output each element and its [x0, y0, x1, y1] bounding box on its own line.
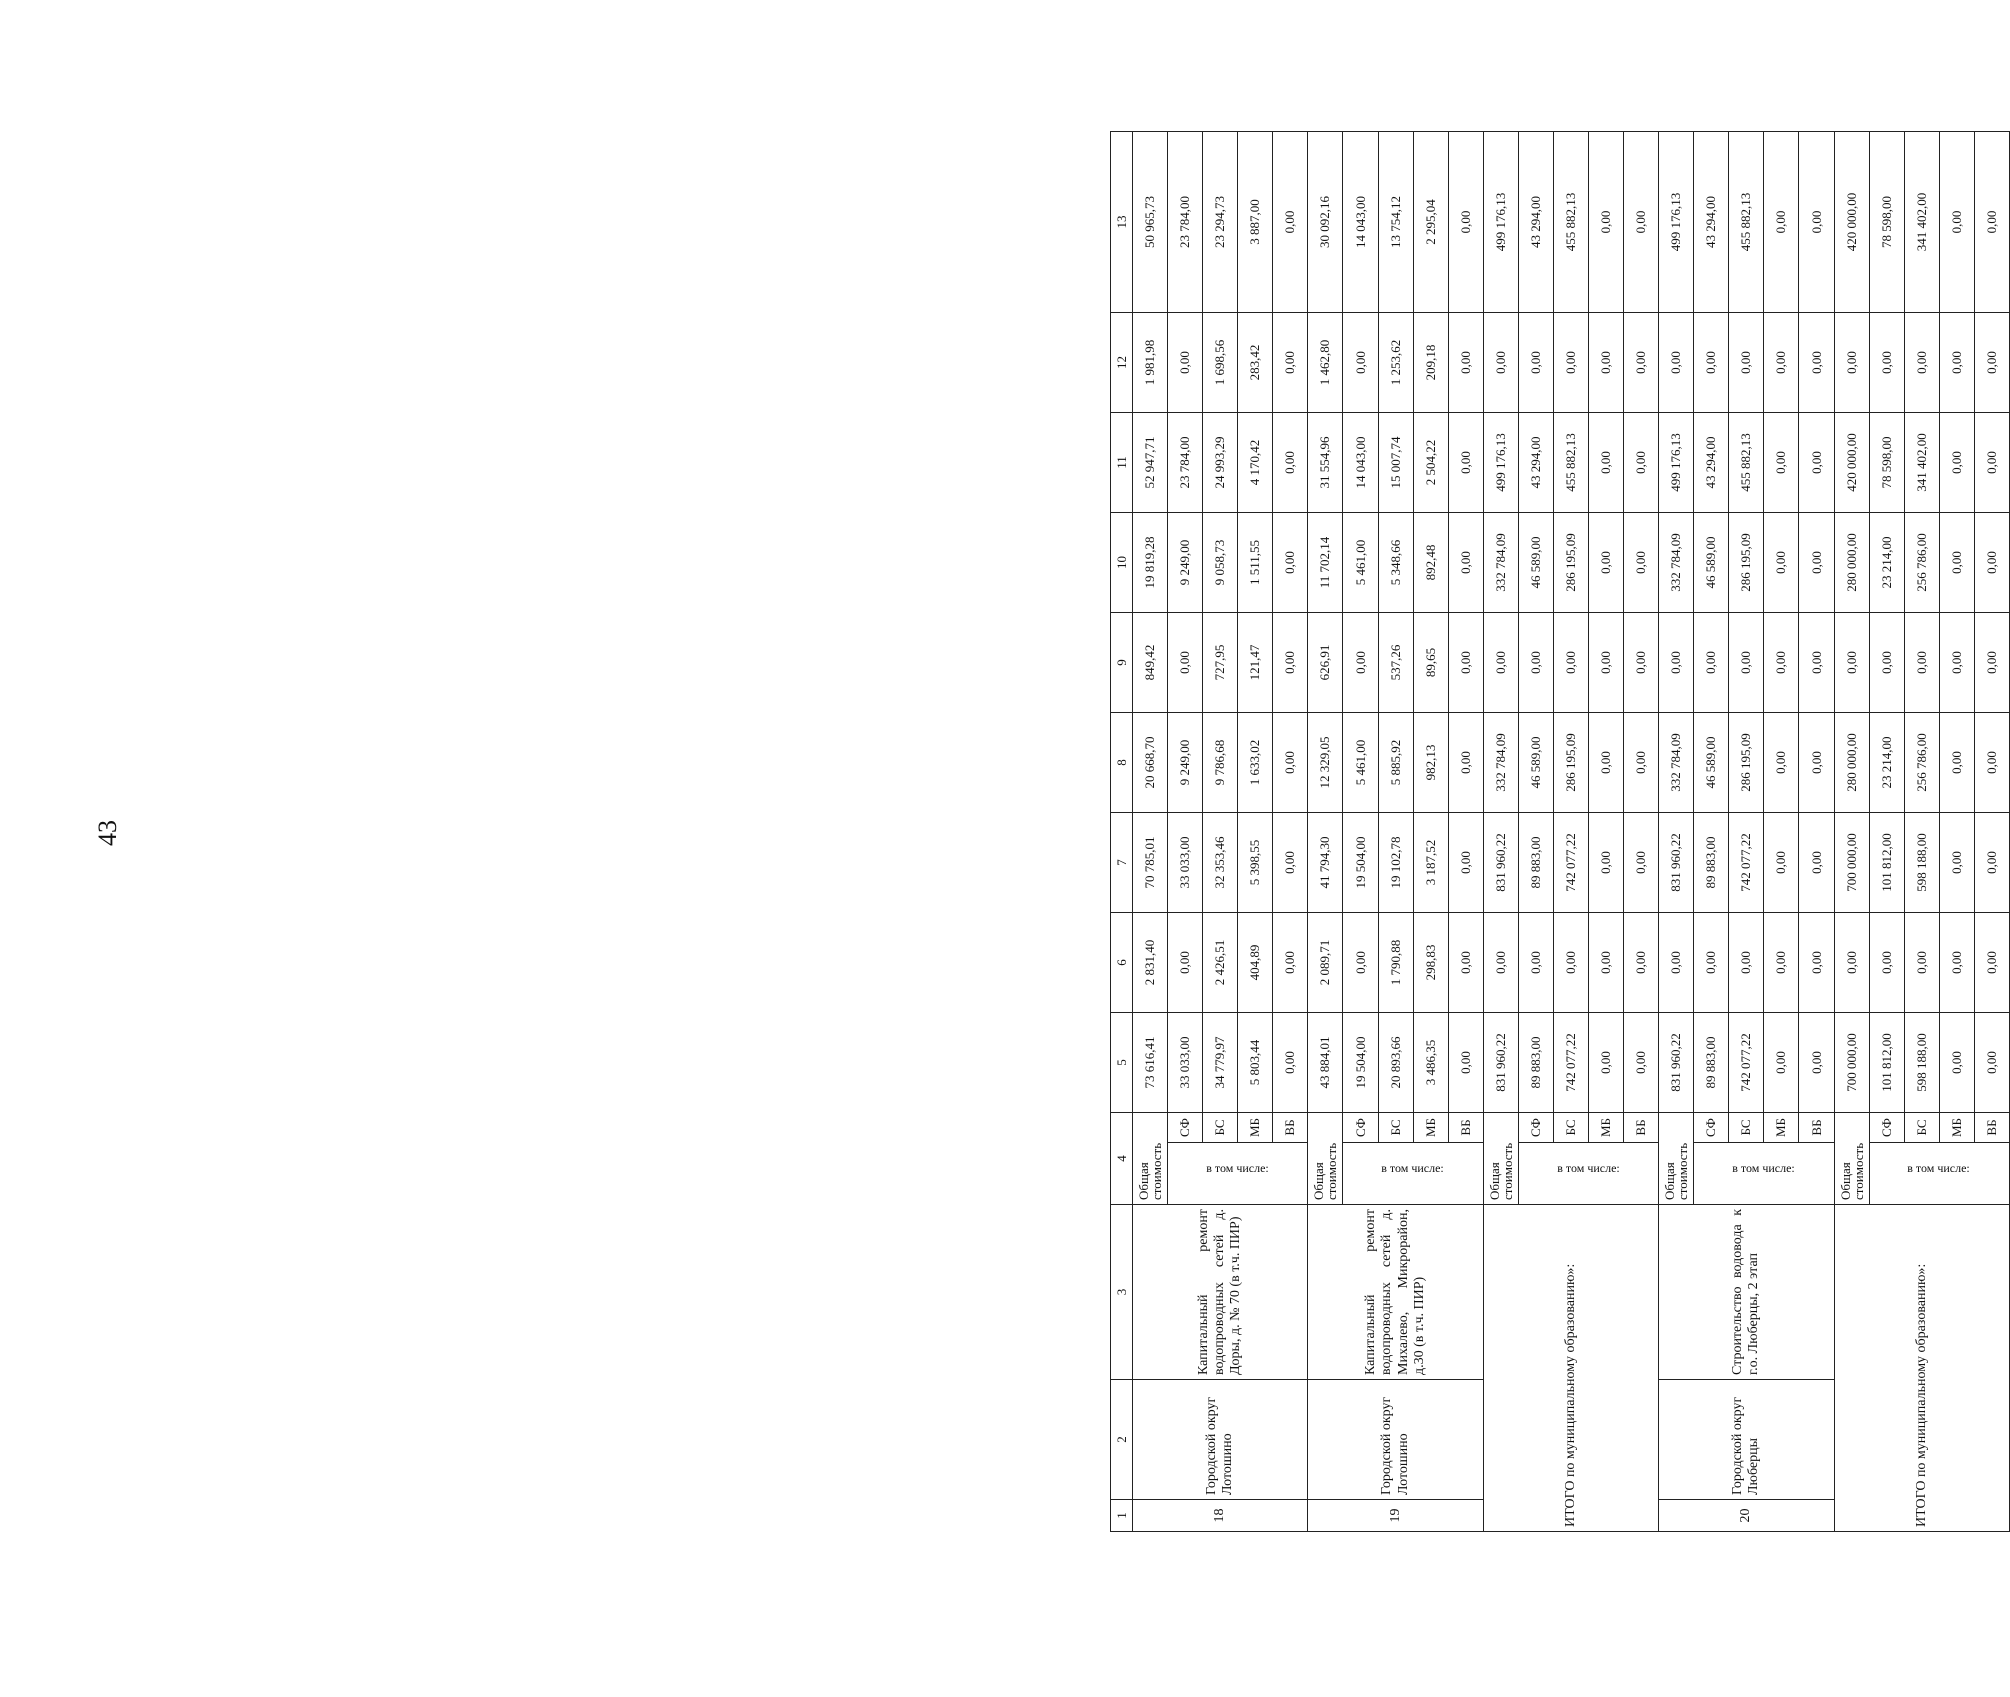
value-cell: 43 294,00	[1518, 413, 1553, 513]
value-cell: 0,00	[1589, 513, 1624, 613]
value-cell: 455 882,13	[1729, 413, 1764, 513]
value-cell: 0,00	[1448, 1013, 1483, 1113]
value-cell: 0,00	[1448, 813, 1483, 913]
value-cell: 20 893,66	[1378, 1013, 1413, 1113]
column-header: 13	[1111, 132, 1133, 313]
group-total-row	[1483, 132, 1518, 1532]
value-cell: 0,00	[1939, 513, 1974, 613]
value-cell: 0,00	[1764, 613, 1799, 713]
value-cell: 0,00	[1799, 913, 1834, 1013]
value-cell: 0,00	[1974, 813, 2009, 913]
funding-source-code: ВБ	[1974, 1113, 2009, 1143]
value-cell: 89 883,00	[1694, 813, 1729, 913]
funding-source-code: МБ	[1764, 1113, 1799, 1143]
value-cell: 332 784,09	[1659, 513, 1694, 613]
value-cell: 0,00	[1624, 313, 1659, 413]
including-label: в том числе:	[1732, 1161, 1795, 1176]
value-cell: 209,18	[1413, 313, 1448, 413]
value-cell: 101 812,00	[1869, 1013, 1904, 1113]
page-number: 43	[93, 820, 122, 846]
funding-source-code: БС	[1729, 1113, 1764, 1143]
value-cell: 0,00	[1799, 313, 1834, 413]
column-header: 7	[1111, 813, 1133, 913]
value-cell: 0,00	[1974, 913, 2009, 1013]
value-cell: 13 754,12	[1378, 132, 1413, 313]
value-cell: 0,00	[1343, 313, 1378, 413]
value-cell: 0,00	[1694, 313, 1729, 413]
value-cell: 2 426,51	[1203, 913, 1238, 1013]
value-cell: 89 883,00	[1694, 1013, 1729, 1113]
value-cell: 0,00	[1939, 613, 1974, 713]
value-cell: 455 882,13	[1553, 413, 1588, 513]
value-cell: 101 812,00	[1869, 813, 1904, 913]
value-cell: 0,00	[1589, 813, 1624, 913]
funding-source-code: МБ	[1413, 1113, 1448, 1143]
value-cell: 0,00	[1589, 1013, 1624, 1113]
value-cell: 742 077,22	[1553, 1013, 1588, 1113]
value-cell: 78 598,00	[1869, 413, 1904, 513]
value-cell: 46 589,00	[1694, 713, 1729, 813]
value-cell: 256 786,00	[1904, 713, 1939, 813]
column-header: 6	[1111, 913, 1133, 1013]
funding-source-code: МБ	[1589, 1113, 1624, 1143]
value-cell: 0,00	[1624, 613, 1659, 713]
group-total-row	[1308, 132, 1343, 1532]
column-header: 12	[1111, 313, 1133, 413]
value-cell: 0,00	[1764, 913, 1799, 1013]
value-cell: 0,00	[1624, 1013, 1659, 1113]
value-cell: 455 882,13	[1729, 132, 1764, 313]
value-cell: 286 195,09	[1553, 713, 1588, 813]
table-header	[1111, 132, 1133, 1532]
value-cell: 0,00	[1939, 1013, 1974, 1113]
value-cell: 9 249,00	[1168, 713, 1203, 813]
value-cell: 286 195,09	[1553, 513, 1588, 613]
value-cell: 700 000,00	[1834, 1013, 1869, 1113]
funding-source-code: МБ	[1939, 1113, 1974, 1143]
total-cost-label: Общая стоимость	[1834, 1113, 1869, 1205]
value-cell: 0,00	[1869, 613, 1904, 713]
value-cell: 332 784,09	[1659, 713, 1694, 813]
value-cell: 982,13	[1413, 713, 1448, 813]
value-cell: 0,00	[1589, 713, 1624, 813]
funding-source-code: БС	[1904, 1113, 1939, 1143]
value-cell: 0,00	[1448, 413, 1483, 513]
value-cell: 0,00	[1764, 413, 1799, 513]
total-cost-label: Общая стоимость	[1659, 1113, 1694, 1205]
value-cell: 33 033,00	[1168, 813, 1203, 913]
value-cell: 0,00	[1589, 913, 1624, 1013]
value-cell: 19 819,28	[1133, 513, 1168, 613]
value-cell: 0,00	[1834, 313, 1869, 413]
finance-table	[1110, 131, 2010, 1532]
value-cell: 598 188,00	[1904, 1013, 1939, 1113]
value-cell: 742 077,22	[1729, 813, 1764, 913]
value-cell: 499 176,13	[1659, 132, 1694, 313]
value-cell: 0,00	[1904, 313, 1939, 413]
value-cell: 0,00	[1659, 913, 1694, 1013]
column-header: 2	[1111, 1380, 1133, 1500]
value-cell: 0,00	[1799, 713, 1834, 813]
value-cell: 499 176,13	[1659, 413, 1694, 513]
value-cell: 0,00	[1483, 913, 1518, 1013]
value-cell: 0,00	[1589, 613, 1624, 713]
value-cell: 43 294,00	[1694, 413, 1729, 513]
value-cell: 3 187,52	[1413, 813, 1448, 913]
value-cell: 0,00	[1448, 913, 1483, 1013]
value-cell: 0,00	[1974, 132, 2009, 313]
including-label-cell	[1168, 1143, 1308, 1205]
value-cell: 0,00	[1624, 713, 1659, 813]
municipality-cell: Городской округ Лотошино	[1308, 1380, 1483, 1500]
value-cell: 0,00	[1974, 413, 2009, 513]
value-cell: 0,00	[1624, 132, 1659, 313]
value-cell: 0,00	[1974, 1013, 2009, 1113]
value-cell: 89,65	[1413, 613, 1448, 713]
funding-source-code: СФ	[1694, 1113, 1729, 1143]
value-cell: 0,00	[1939, 313, 1974, 413]
value-cell: 3 887,00	[1238, 132, 1273, 313]
value-cell: 12 329,05	[1308, 713, 1343, 813]
object-name-cell: Капитальный ремонт водопроводных сетей д. Михалево, Микрорайон, д.30 (в т.ч. ПИР)	[1308, 1205, 1483, 1380]
value-cell: 0,00	[1764, 132, 1799, 313]
funding-source-code: БС	[1553, 1113, 1588, 1143]
value-cell: 0,00	[1834, 613, 1869, 713]
value-cell: 0,00	[1624, 413, 1659, 513]
value-cell: 33 033,00	[1168, 1013, 1203, 1113]
value-cell: 14 043,00	[1343, 132, 1378, 313]
object-name-cell: Строительство водовода к г.о. Люберцы, 2 этап	[1659, 1205, 1834, 1380]
value-cell: 1 253,62	[1378, 313, 1413, 413]
value-cell: 831 960,22	[1659, 1013, 1694, 1113]
value-cell: 1 981,98	[1133, 313, 1168, 413]
row-number: 18	[1133, 1500, 1308, 1532]
funding-source-code: СФ	[1869, 1113, 1904, 1143]
value-cell: 0,00	[1343, 913, 1378, 1013]
value-cell: 0,00	[1939, 913, 1974, 1013]
value-cell: 849,42	[1133, 613, 1168, 713]
value-cell: 0,00	[1273, 1013, 1308, 1113]
value-cell: 1 633,02	[1238, 713, 1273, 813]
value-cell: 0,00	[1168, 313, 1203, 413]
value-cell: 0,00	[1764, 1013, 1799, 1113]
value-cell: 0,00	[1343, 613, 1378, 713]
value-cell: 46 589,00	[1518, 513, 1553, 613]
value-cell: 341 402,00	[1904, 413, 1939, 513]
value-cell: 455 882,13	[1553, 132, 1588, 313]
value-cell: 0,00	[1518, 913, 1553, 1013]
value-cell: 5 803,44	[1238, 1013, 1273, 1113]
value-cell: 0,00	[1448, 132, 1483, 313]
value-cell: 43 884,01	[1308, 1013, 1343, 1113]
value-cell: 286 195,09	[1729, 713, 1764, 813]
funding-source-code: МБ	[1238, 1113, 1273, 1143]
value-cell: 537,26	[1378, 613, 1413, 713]
value-cell: 23 214,00	[1869, 713, 1904, 813]
value-cell: 0,00	[1939, 813, 1974, 913]
value-cell: 499 176,13	[1483, 132, 1518, 313]
value-cell: 31 554,96	[1308, 413, 1343, 513]
including-label-cell	[1343, 1143, 1483, 1205]
total-cost-label: Общая стоимость	[1133, 1113, 1168, 1205]
value-cell: 280 000,00	[1834, 513, 1869, 613]
value-cell: 727,95	[1203, 613, 1238, 713]
column-header: 10	[1111, 513, 1133, 613]
value-cell: 0,00	[1974, 613, 2009, 713]
value-cell: 700 000,00	[1834, 813, 1869, 913]
value-cell: 0,00	[1589, 413, 1624, 513]
value-cell: 0,00	[1799, 513, 1834, 613]
value-cell: 0,00	[1168, 913, 1203, 1013]
value-cell: 0,00	[1589, 132, 1624, 313]
including-label: в том числе:	[1205, 1161, 1269, 1176]
grand-total-label: ИТОГО по муниципальному образованию»:	[1834, 1205, 2009, 1532]
funding-source-code: ВБ	[1799, 1113, 1834, 1143]
funding-source-code: ВБ	[1448, 1113, 1483, 1143]
value-cell: 0,00	[1764, 813, 1799, 913]
value-cell: 0,00	[1448, 613, 1483, 713]
including-label-cell	[1869, 1143, 2009, 1205]
value-cell: 0,00	[1659, 313, 1694, 413]
value-cell: 0,00	[1273, 813, 1308, 913]
value-cell: 283,42	[1238, 313, 1273, 413]
funding-source-code: БС	[1203, 1113, 1238, 1143]
value-cell: 0,00	[1939, 713, 1974, 813]
value-cell: 23 784,00	[1168, 132, 1203, 313]
value-cell: 0,00	[1974, 513, 2009, 613]
municipality-cell: Городской округ Люберцы	[1659, 1380, 1834, 1500]
value-cell: 3 486,35	[1413, 1013, 1448, 1113]
value-cell: 20 668,70	[1133, 713, 1168, 813]
value-cell: 0,00	[1518, 313, 1553, 413]
value-cell: 0,00	[1904, 613, 1939, 713]
object-name-cell: Капитальный ремонт водопроводных сетей д. Доры, д. № 70 (в т.ч. ПИР)	[1133, 1205, 1308, 1380]
value-cell: 0,00	[1448, 713, 1483, 813]
value-cell: 5 461,00	[1343, 713, 1378, 813]
group-total-row	[1659, 132, 1694, 1532]
value-cell: 0,00	[1939, 132, 1974, 313]
value-cell: 0,00	[1273, 132, 1308, 313]
value-cell: 23 784,00	[1168, 413, 1203, 513]
value-cell: 0,00	[1904, 913, 1939, 1013]
value-cell: 0,00	[1799, 132, 1834, 313]
including-label: в том числе:	[1907, 1161, 1971, 1176]
value-cell: 0,00	[1764, 513, 1799, 613]
value-cell: 831 960,22	[1483, 1013, 1518, 1113]
value-cell: 0,00	[1553, 613, 1588, 713]
value-cell: 280 000,00	[1834, 713, 1869, 813]
value-cell: 332 784,09	[1483, 513, 1518, 613]
value-cell: 0,00	[1869, 913, 1904, 1013]
group-total-row	[1133, 132, 1168, 1532]
column-header: 1	[1111, 1500, 1133, 1532]
value-cell: 0,00	[1729, 313, 1764, 413]
value-cell: 831 960,22	[1483, 813, 1518, 913]
value-cell: 0,00	[1834, 913, 1869, 1013]
value-cell: 1 511,55	[1238, 513, 1273, 613]
value-cell: 73 616,41	[1133, 1013, 1168, 1113]
value-cell: 0,00	[1694, 913, 1729, 1013]
value-cell: 0,00	[1483, 613, 1518, 713]
value-cell: 499 176,13	[1483, 413, 1518, 513]
value-cell: 742 077,22	[1553, 813, 1588, 913]
value-cell: 0,00	[1764, 713, 1799, 813]
value-cell: 0,00	[1729, 613, 1764, 713]
value-cell: 9 058,73	[1203, 513, 1238, 613]
value-cell: 24 993,29	[1203, 413, 1238, 513]
value-cell: 298,83	[1413, 913, 1448, 1013]
value-cell: 0,00	[1273, 713, 1308, 813]
value-cell: 0,00	[1168, 613, 1203, 713]
funding-source-code: БС	[1378, 1113, 1413, 1143]
value-cell: 0,00	[1273, 613, 1308, 713]
value-cell: 70 785,01	[1133, 813, 1168, 913]
value-cell: 420 000,00	[1834, 132, 1869, 313]
funding-source-code: СФ	[1518, 1113, 1553, 1143]
value-cell: 14 043,00	[1343, 413, 1378, 513]
value-cell: 0,00	[1729, 913, 1764, 1013]
value-cell: 5 461,00	[1343, 513, 1378, 613]
column-header: 5	[1111, 1013, 1133, 1113]
value-cell: 19 504,00	[1343, 813, 1378, 913]
value-cell: 0,00	[1589, 313, 1624, 413]
value-cell: 23 214,00	[1869, 513, 1904, 613]
value-cell: 0,00	[1799, 613, 1834, 713]
value-cell: 1 462,80	[1308, 313, 1343, 413]
value-cell: 0,00	[1974, 713, 2009, 813]
value-cell: 626,91	[1308, 613, 1343, 713]
including-label: в том числе:	[1556, 1161, 1620, 1176]
including-label: в том числе:	[1381, 1161, 1444, 1176]
value-cell: 0,00	[1939, 413, 1974, 513]
grand-total-label: ИТОГО по муниципальному образованию»:	[1483, 1205, 1658, 1532]
value-cell: 0,00	[1448, 313, 1483, 413]
column-header: 8	[1111, 713, 1133, 813]
value-cell: 23 294,73	[1203, 132, 1238, 313]
column-header: 9	[1111, 613, 1133, 713]
value-cell: 286 195,09	[1729, 513, 1764, 613]
funding-source-code: СФ	[1168, 1113, 1203, 1143]
value-cell: 0,00	[1869, 313, 1904, 413]
value-cell: 46 589,00	[1518, 713, 1553, 813]
value-cell: 34 779,97	[1203, 1013, 1238, 1113]
value-cell: 0,00	[1799, 813, 1834, 913]
value-cell: 0,00	[1273, 513, 1308, 613]
value-cell: 5 348,66	[1378, 513, 1413, 613]
value-cell: 0,00	[1273, 313, 1308, 413]
value-cell: 2 831,40	[1133, 913, 1168, 1013]
value-cell: 19 102,78	[1378, 813, 1413, 913]
value-cell: 0,00	[1694, 613, 1729, 713]
value-cell: 52 947,71	[1133, 413, 1168, 513]
value-cell: 50 965,73	[1133, 132, 1168, 313]
value-cell: 30 092,16	[1308, 132, 1343, 313]
value-cell: 43 294,00	[1694, 132, 1729, 313]
value-cell: 121,47	[1238, 613, 1273, 713]
value-cell: 341 402,00	[1904, 132, 1939, 313]
value-cell: 0,00	[1624, 513, 1659, 613]
value-cell: 89 883,00	[1518, 1013, 1553, 1113]
column-header: 3	[1111, 1205, 1133, 1380]
value-cell: 404,89	[1238, 913, 1273, 1013]
value-cell: 598 188,00	[1904, 813, 1939, 913]
value-cell: 0,00	[1624, 913, 1659, 1013]
total-cost-label: Общая стоимость	[1308, 1113, 1343, 1205]
group-total-row	[1834, 132, 1869, 1532]
including-label-cell	[1694, 1143, 1834, 1205]
value-cell: 0,00	[1799, 1013, 1834, 1113]
funding-source-code: СФ	[1343, 1113, 1378, 1143]
including-label-cell	[1518, 1143, 1658, 1205]
value-cell: 0,00	[1273, 413, 1308, 513]
value-cell: 78 598,00	[1869, 132, 1904, 313]
value-cell: 0,00	[1553, 313, 1588, 413]
value-cell: 0,00	[1518, 613, 1553, 713]
row-number: 19	[1308, 1500, 1483, 1532]
column-header: 4	[1111, 1113, 1133, 1205]
value-cell: 0,00	[1448, 513, 1483, 613]
funding-source-code: ВБ	[1624, 1113, 1659, 1143]
value-cell: 0,00	[1974, 313, 2009, 413]
value-cell: 831 960,22	[1659, 813, 1694, 913]
value-cell: 1 790,88	[1378, 913, 1413, 1013]
value-cell: 2 295,04	[1413, 132, 1448, 313]
value-cell: 19 504,00	[1343, 1013, 1378, 1113]
value-cell: 256 786,00	[1904, 513, 1939, 613]
value-cell: 0,00	[1273, 913, 1308, 1013]
value-cell: 332 784,09	[1483, 713, 1518, 813]
value-cell: 892,48	[1413, 513, 1448, 613]
value-cell: 9 786,68	[1203, 713, 1238, 813]
rotated-table-container	[1110, 132, 2010, 1532]
value-cell: 89 883,00	[1518, 813, 1553, 913]
value-cell: 742 077,22	[1729, 1013, 1764, 1113]
value-cell: 11 702,14	[1308, 513, 1343, 613]
value-cell: 46 589,00	[1694, 513, 1729, 613]
value-cell: 4 170,42	[1238, 413, 1273, 513]
value-cell: 0,00	[1553, 913, 1588, 1013]
value-cell: 43 294,00	[1518, 132, 1553, 313]
total-cost-label: Общая стоимость	[1483, 1113, 1518, 1205]
value-cell: 0,00	[1799, 413, 1834, 513]
municipality-cell: Городской округ Лотошино	[1133, 1380, 1308, 1500]
value-cell: 41 794,30	[1308, 813, 1343, 913]
value-cell: 9 249,00	[1168, 513, 1203, 613]
value-cell: 2 089,71	[1308, 913, 1343, 1013]
value-cell: 0,00	[1659, 613, 1694, 713]
value-cell: 5 398,55	[1238, 813, 1273, 913]
value-cell: 0,00	[1624, 813, 1659, 913]
value-cell: 0,00	[1764, 313, 1799, 413]
column-header: 11	[1111, 413, 1133, 513]
value-cell: 1 698,56	[1203, 313, 1238, 413]
funding-source-code: ВБ	[1273, 1113, 1308, 1143]
table-body	[1133, 132, 2010, 1532]
value-cell: 0,00	[1483, 313, 1518, 413]
value-cell: 420 000,00	[1834, 413, 1869, 513]
value-cell: 32 353,46	[1203, 813, 1238, 913]
row-number: 20	[1659, 1500, 1834, 1532]
value-cell: 5 885,92	[1378, 713, 1413, 813]
value-cell: 15 007,74	[1378, 413, 1413, 513]
value-cell: 2 504,22	[1413, 413, 1448, 513]
